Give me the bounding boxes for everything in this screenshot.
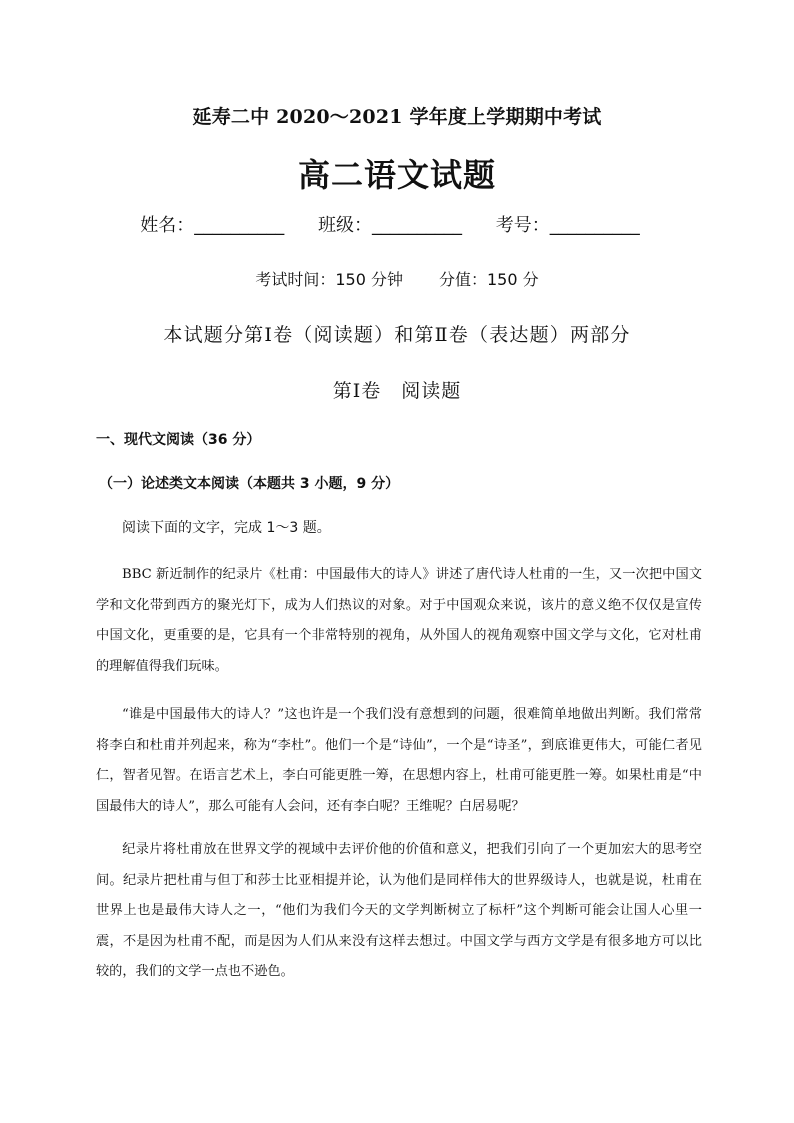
class-blank: __________ [372,215,462,236]
passage-paragraph-3-text: 纪录片将杜甫放在世界文学的视域中去评价他的价值和意义，把我们引向了一个更加宏大的思考空间。纪录片把杜甫与但丁和莎士比亚相提并论，认为他们是同样伟大的世界级诗人，也就是说，杜甫在世界上也是最伟大诗人之一，“他们为我们今天的文学判断树立了标杆”这个判断可能会让国人心里一震，不是因为杜甫不配，而是因为人们从来没有这样去想过。中国文学与西方文学是有很多地方可以比较的，我们的文学一点也不逊色。 [96,842,702,979]
subject-title: 高二语文试题 [297,156,496,194]
class-label: 班级： [318,215,372,236]
argumentative-text-heading: （一）论述类文本阅读（本题共 3 小题，9 分） [99,476,400,492]
passage-paragraph-3 [96,835,702,988]
exam-structure-note: 本试题分第Ⅰ卷（阅读题）和第Ⅱ卷（表达题）两部分 [163,324,631,346]
name-label: 姓名： [140,215,195,236]
passage-paragraph-2-text: “谁是中国最伟大的诗人？”这也许是一个我们没有意想到的问题，很难简单地做出判断。我们常常将李白和杜甫并列起来，称为“李杜”。他们一个是“诗仙”，一个是“诗圣”，到底谁更伟大，可能仁者见仁，智者见智。在语言艺术上，李白可能更胜一筹，在思想内容上，杜甫可能更胜一筹。如果杜甫是“中国最伟大的诗人”，那么可能有人会问，还有李白呢？王维呢？白居易呢？ [96,707,702,814]
exam-number-field [496,213,654,239]
modern-reading-heading: 一、现代文阅读（36 分） [96,432,261,448]
student-info-row [0,213,794,239]
name-blank: __________ [194,215,285,236]
passage-paragraph-2 [96,700,702,822]
exam-time: 考试时间：150 分钟 [255,270,403,289]
volume-title: 第Ⅰ卷 阅读题 [332,380,462,402]
exam-score: 分值：150 分 [439,270,539,289]
exam-meta-row [0,269,794,291]
reading-instruction: 阅读下面的文字，完成 1～3 题。 [122,520,331,536]
exam-number-blank: __________ [549,215,640,236]
school-exam-title: 延寿二中 2020～2021 学年度上学期期中考试 [192,106,602,128]
class-field [318,213,476,239]
name-field [140,213,298,239]
passage-paragraph-1-text: BBC 新近制作的纪录片《杜甫：中国最伟大的诗人》讲述了唐代诗人杜甫的一生，又一次把中国文学和文化带到西方的聚光灯下，成为人们热议的对象。对于中国观众来说，该片的意义绝不仅仅是宣传中国文化，更重要的是，它具有一个非常特别的视角，从外国人的视角观察中国文学与文化，它对杜甫的理解值得我们玩味。 [96,567,702,674]
exam-number-label: 考号： [495,215,550,236]
passage-paragraph-1 [96,560,702,682]
